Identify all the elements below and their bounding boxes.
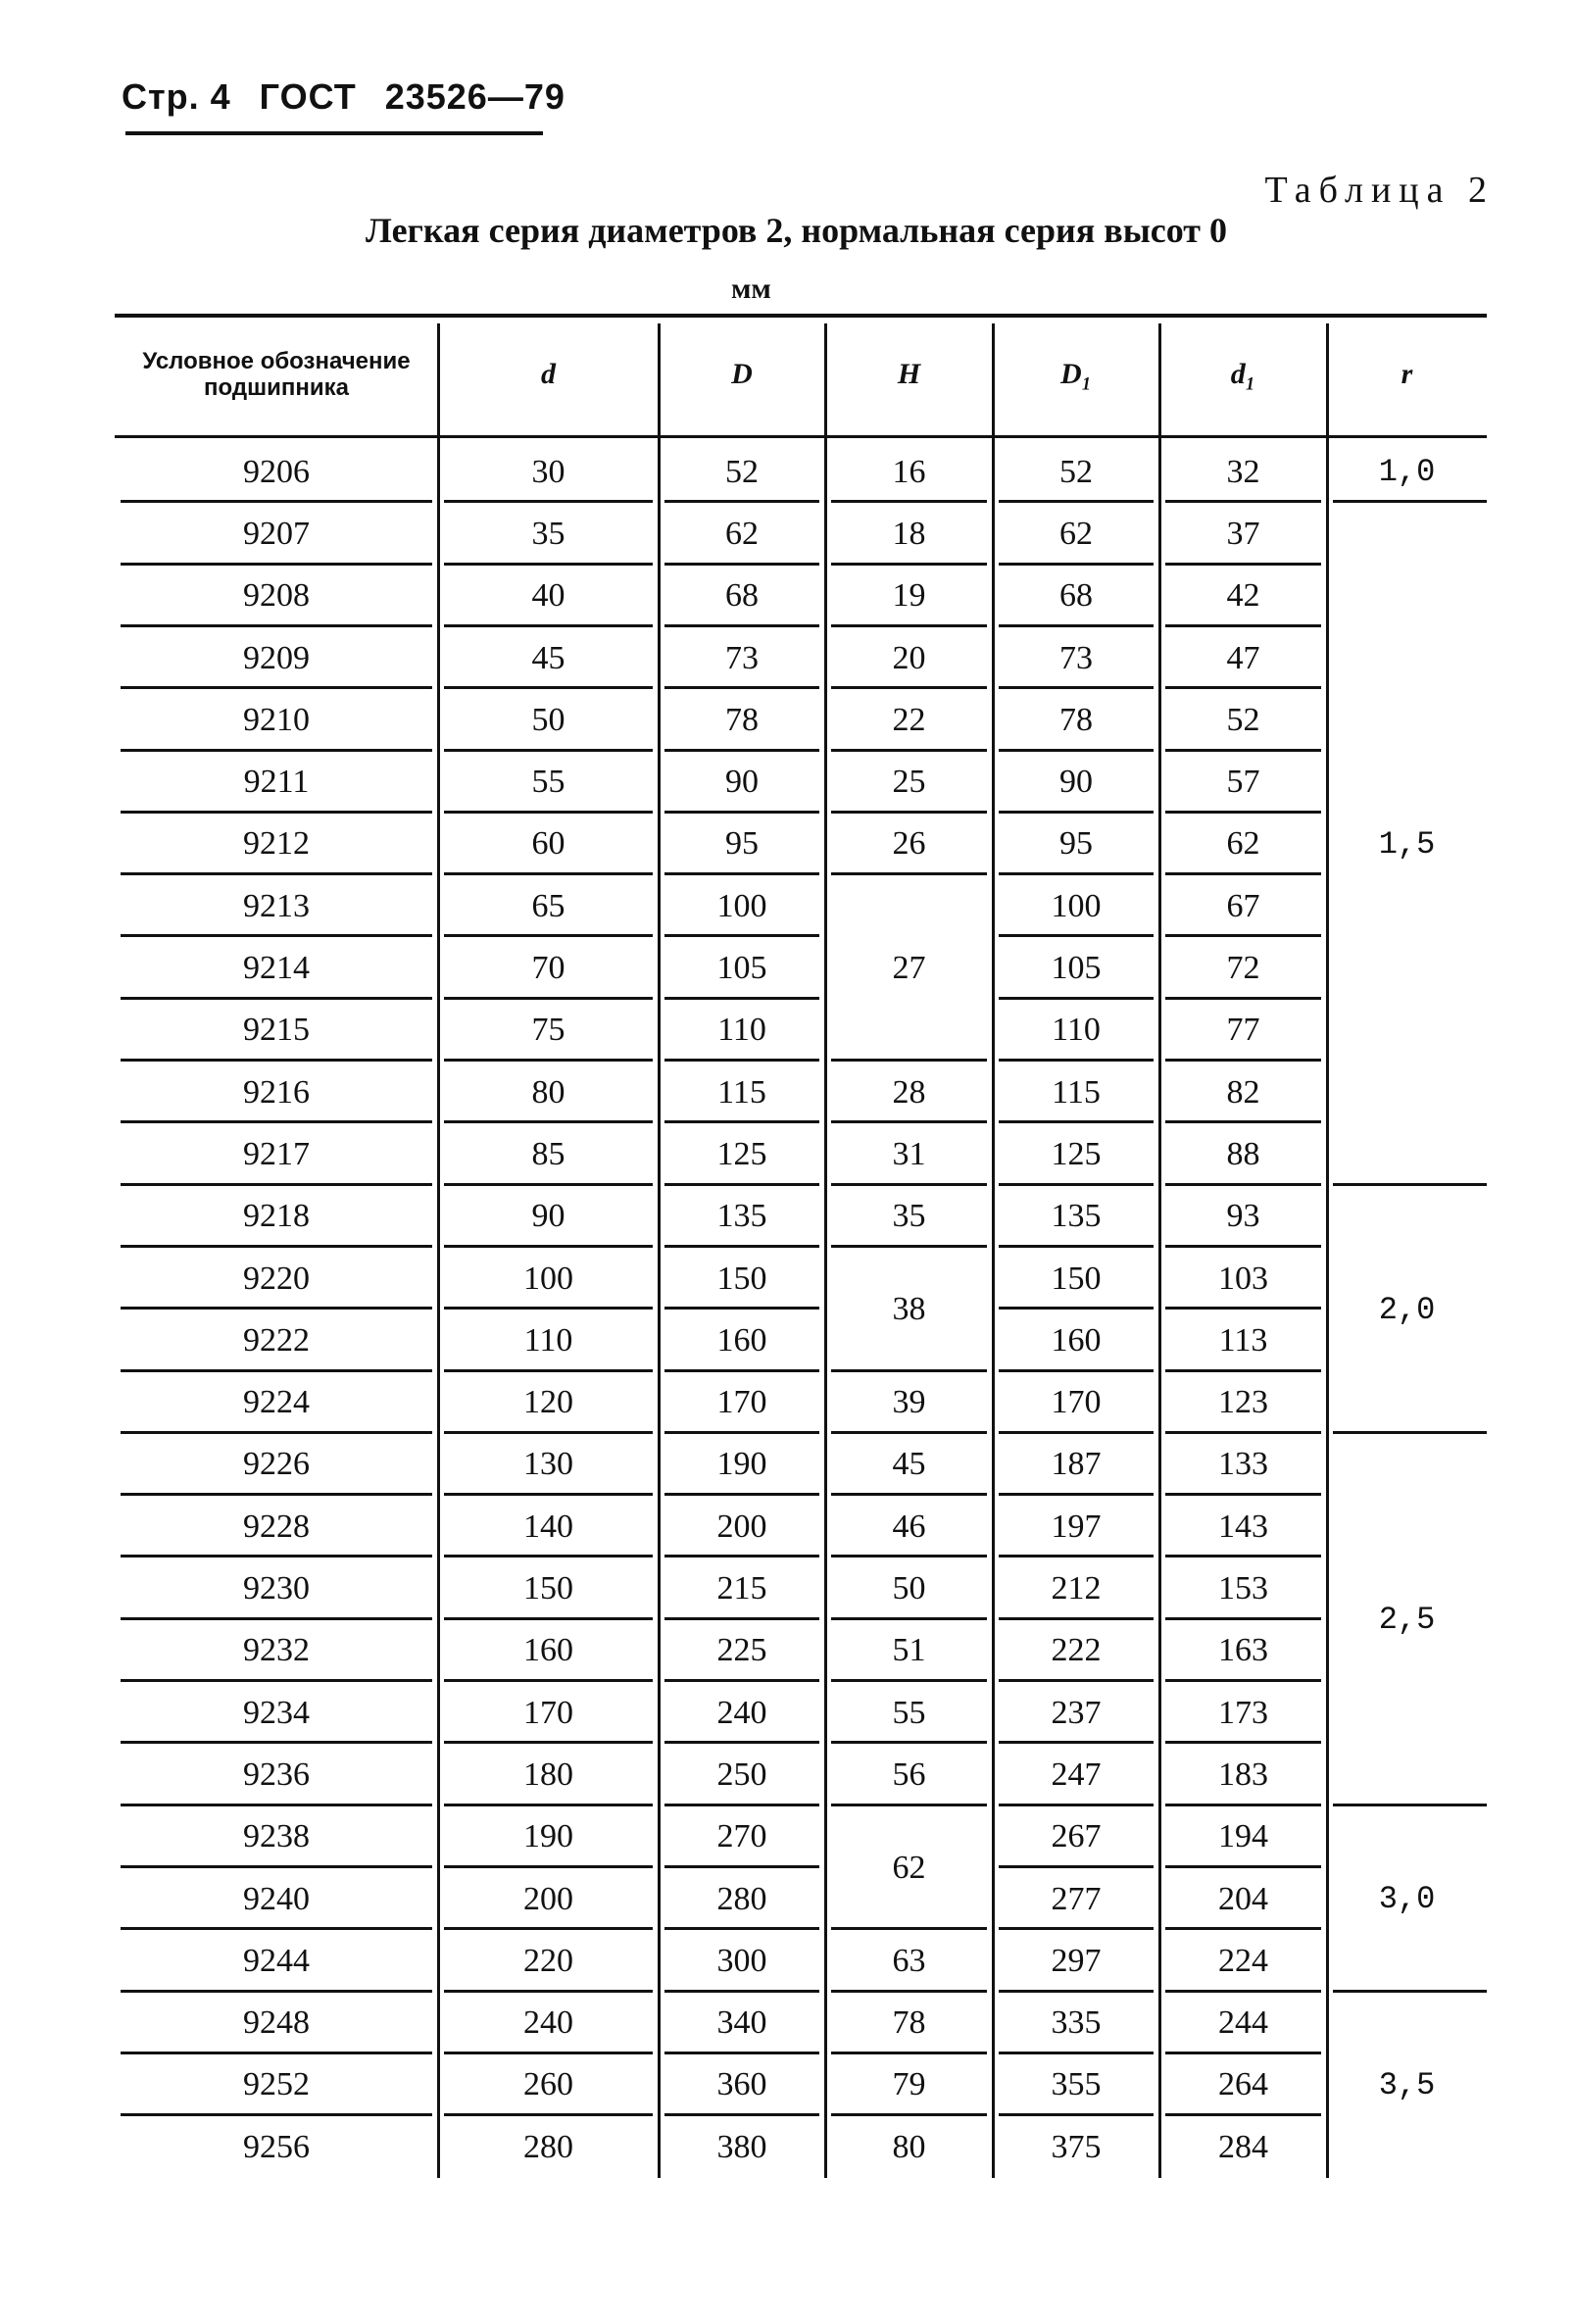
header-col-H bbox=[825, 321, 993, 427]
col-D-cell: 150 bbox=[716, 1260, 767, 1297]
col-D1-label: D₁ bbox=[1059, 358, 1093, 390]
col-d1-cell: 57 bbox=[1226, 764, 1260, 801]
col-designation-cell: 9212 bbox=[243, 825, 310, 863]
col-designation-cell: 9218 bbox=[243, 1198, 310, 1235]
col-d1-cell: 264 bbox=[1218, 2066, 1268, 2103]
col-D-cell: 360 bbox=[716, 2066, 767, 2103]
header-col-D bbox=[659, 321, 825, 427]
col-designation-cell: 9228 bbox=[243, 1508, 310, 1545]
col-d1-cell: 123 bbox=[1218, 1384, 1268, 1421]
header-col-designation bbox=[115, 321, 438, 427]
col-r-group-cell: 1,5 bbox=[1378, 825, 1436, 863]
col-H-cell: 46 bbox=[892, 1508, 926, 1545]
col-d1-cell: 163 bbox=[1218, 1632, 1268, 1669]
col-d1-label: d₁ bbox=[1230, 358, 1256, 390]
col-D1-cell: 110 bbox=[1052, 1012, 1101, 1049]
col-D1-cell: 135 bbox=[1051, 1198, 1102, 1235]
header-rule bbox=[125, 131, 543, 135]
col-D-label: D bbox=[731, 358, 753, 390]
col-d-cell: 85 bbox=[531, 1135, 565, 1172]
col-D1-cell: 115 bbox=[1052, 1073, 1101, 1111]
col-d1-cell: 62 bbox=[1226, 825, 1260, 863]
col-designation-cell: 9214 bbox=[243, 950, 310, 987]
col-d1-cell: 88 bbox=[1226, 1135, 1260, 1172]
col-H-cell: 39 bbox=[892, 1384, 926, 1421]
col-d-cell: 45 bbox=[531, 639, 565, 676]
col-d1-cell: 77 bbox=[1226, 1012, 1260, 1049]
col-d1-cell: 113 bbox=[1218, 1321, 1268, 1359]
col-D-cell: 52 bbox=[725, 453, 759, 490]
col-H-cell: 51 bbox=[892, 1632, 926, 1669]
col-designation-label: Условное обозначение подшипника bbox=[142, 348, 411, 401]
col-d1-cell: 42 bbox=[1226, 577, 1260, 615]
col-H-cell: 25 bbox=[892, 764, 926, 801]
col-D-cell: 135 bbox=[716, 1198, 767, 1235]
col-designation-cell: 9256 bbox=[243, 2128, 310, 2165]
col-designation-cell: 9236 bbox=[243, 1755, 310, 1793]
col-d1-cell: 47 bbox=[1226, 639, 1260, 676]
col-d-cell: 50 bbox=[531, 701, 565, 738]
col-D-cell: 68 bbox=[725, 577, 759, 615]
col-d1-cell: 153 bbox=[1218, 1570, 1268, 1607]
col-d-cell: 160 bbox=[523, 1632, 573, 1669]
col-d1-cell: 82 bbox=[1226, 1073, 1260, 1111]
col-D1-cell: 150 bbox=[1051, 1260, 1102, 1297]
col-H-merged-cell: 62 bbox=[892, 1849, 926, 1886]
col-D-cell: 280 bbox=[716, 1880, 767, 1917]
col-H-cell: 19 bbox=[892, 577, 926, 615]
col-D1-cell: 62 bbox=[1059, 515, 1093, 552]
col-D1-cell: 160 bbox=[1051, 1321, 1102, 1359]
col-d1-cell: 173 bbox=[1218, 1694, 1268, 1731]
col-designation-cell: 9240 bbox=[243, 1880, 310, 1917]
col-D1-cell: 237 bbox=[1051, 1694, 1102, 1731]
col-D1-cell: 68 bbox=[1059, 577, 1093, 615]
col-designation-cell: 9232 bbox=[243, 1632, 310, 1669]
col-D-cell: 90 bbox=[725, 764, 759, 801]
col-r-group-cell: 3,5 bbox=[1378, 2066, 1436, 2103]
col-H-cell: 80 bbox=[892, 2128, 926, 2165]
col-d-cell: 150 bbox=[523, 1570, 573, 1607]
col-H-cell: 20 bbox=[892, 639, 926, 676]
col-r-group-cell: 2,0 bbox=[1378, 1291, 1436, 1328]
col-H-cell: 26 bbox=[892, 825, 926, 863]
col-D1-cell: 247 bbox=[1051, 1755, 1102, 1793]
header-col-d bbox=[438, 321, 659, 427]
col-H-cell: 79 bbox=[892, 2066, 926, 2103]
col-d-cell: 220 bbox=[523, 1942, 573, 1979]
col-designation-cell: 9220 bbox=[243, 1260, 310, 1297]
col-H-merged-cell: 27 bbox=[892, 950, 926, 987]
col-H-cell: 18 bbox=[892, 515, 926, 552]
col-designation-cell: 9210 bbox=[243, 701, 310, 738]
col-D-cell: 270 bbox=[716, 1818, 767, 1855]
page-header bbox=[122, 76, 583, 118]
col-designation-cell: 9211 bbox=[243, 764, 310, 801]
col-designation-cell: 9217 bbox=[243, 1135, 310, 1172]
col-D1-cell: 355 bbox=[1051, 2066, 1102, 2103]
col-d1-cell: 32 bbox=[1226, 453, 1260, 490]
col-D-cell: 100 bbox=[716, 887, 767, 924]
col-d1-cell: 194 bbox=[1218, 1818, 1268, 1855]
col-D1-cell: 52 bbox=[1059, 453, 1093, 490]
col-designation-cell: 9234 bbox=[243, 1694, 310, 1731]
table-title: Легкая серия диаметров 2, нормальная серия высот 0 bbox=[366, 211, 1227, 250]
col-D-cell: 160 bbox=[716, 1321, 767, 1359]
col-D1-cell: 125 bbox=[1051, 1135, 1102, 1172]
col-d-cell: 140 bbox=[523, 1508, 573, 1545]
col-designation-cell: 9226 bbox=[243, 1446, 310, 1483]
col-H-label: H bbox=[897, 358, 921, 390]
col-d1-cell: 93 bbox=[1226, 1198, 1260, 1235]
col-designation-cell: 9216 bbox=[243, 1073, 310, 1111]
col-d-cell: 110 bbox=[523, 1321, 573, 1359]
col-H-cell: 28 bbox=[892, 1073, 926, 1111]
col-d1-cell: 143 bbox=[1218, 1508, 1268, 1545]
col-D-cell: 125 bbox=[716, 1135, 767, 1172]
col-D1-cell: 212 bbox=[1051, 1570, 1102, 1607]
col-r-group-cell: 2,5 bbox=[1378, 1602, 1436, 1639]
col-H-cell: 35 bbox=[892, 1198, 926, 1235]
col-d-cell: 170 bbox=[523, 1694, 573, 1731]
col-d-cell: 75 bbox=[531, 1012, 565, 1049]
col-D1-cell: 197 bbox=[1051, 1508, 1102, 1545]
col-d-cell: 35 bbox=[531, 515, 565, 552]
col-d1-cell: 72 bbox=[1226, 950, 1260, 987]
col-D1-cell: 78 bbox=[1059, 701, 1093, 738]
col-d-cell: 280 bbox=[523, 2128, 573, 2165]
col-d1-cell: 52 bbox=[1226, 701, 1260, 738]
col-d1-cell: 133 bbox=[1218, 1446, 1268, 1483]
col-designation-cell: 9209 bbox=[243, 639, 310, 676]
units-label: мм bbox=[731, 272, 771, 305]
col-D-cell: 225 bbox=[716, 1632, 767, 1669]
col-D1-cell: 105 bbox=[1051, 950, 1102, 987]
col-D1-cell: 100 bbox=[1051, 887, 1102, 924]
col-r-group-cell: 3,0 bbox=[1378, 1881, 1436, 1918]
col-d-cell: 130 bbox=[523, 1446, 573, 1483]
page-number: Стр. 4 bbox=[122, 76, 231, 117]
col-D1-cell: 267 bbox=[1051, 1818, 1102, 1855]
col-H-cell: 50 bbox=[892, 1570, 926, 1607]
col-designation-cell: 9207 bbox=[243, 515, 310, 552]
col-D-cell: 170 bbox=[716, 1384, 767, 1421]
col-D1-cell: 73 bbox=[1059, 639, 1093, 676]
col-d-cell: 120 bbox=[523, 1384, 573, 1421]
col-D1-cell: 222 bbox=[1051, 1632, 1102, 1669]
col-d-label: d bbox=[541, 358, 556, 390]
table-top-rule bbox=[115, 314, 1487, 318]
col-d1-cell: 67 bbox=[1226, 887, 1260, 924]
col-designation-cell: 9230 bbox=[243, 1570, 310, 1607]
col-d-cell: 90 bbox=[531, 1198, 565, 1235]
col-d-cell: 65 bbox=[531, 887, 565, 924]
col-d-cell: 180 bbox=[523, 1755, 573, 1793]
col-D-cell: 105 bbox=[716, 950, 767, 987]
col-D-cell: 240 bbox=[716, 1694, 767, 1731]
col-H-cell: 31 bbox=[892, 1135, 926, 1172]
col-designation-cell: 9215 bbox=[243, 1012, 310, 1049]
col-d1-cell: 183 bbox=[1218, 1755, 1268, 1793]
col-D1-cell: 90 bbox=[1059, 764, 1093, 801]
col-D-cell: 200 bbox=[716, 1508, 767, 1545]
col-r-label: r bbox=[1401, 358, 1413, 390]
col-D1-cell: 95 bbox=[1059, 825, 1093, 863]
col-D1-cell: 187 bbox=[1051, 1446, 1102, 1483]
col-D-cell: 190 bbox=[716, 1446, 767, 1483]
col-D-cell: 78 bbox=[725, 701, 759, 738]
col-H-cell: 45 bbox=[892, 1446, 926, 1483]
col-designation-cell: 9244 bbox=[243, 1942, 310, 1979]
col-designation-cell: 9238 bbox=[243, 1818, 310, 1855]
col-d1-cell: 37 bbox=[1226, 515, 1260, 552]
col-H-cell: 78 bbox=[892, 2004, 926, 2042]
col-d-cell: 260 bbox=[523, 2066, 573, 2103]
header-col-r bbox=[1327, 321, 1487, 427]
col-H-cell: 22 bbox=[892, 701, 926, 738]
col-D1-cell: 375 bbox=[1051, 2128, 1102, 2165]
col-d1-cell: 284 bbox=[1218, 2128, 1268, 2165]
col-d-cell: 60 bbox=[531, 825, 565, 863]
standard-number: 23526—79 bbox=[384, 76, 565, 117]
col-D-cell: 115 bbox=[717, 1073, 766, 1111]
col-H-cell: 56 bbox=[892, 1755, 926, 1793]
col-D-cell: 215 bbox=[716, 1570, 767, 1607]
col-designation-cell: 9208 bbox=[243, 577, 310, 615]
col-d-cell: 240 bbox=[523, 2004, 573, 2042]
col-D-cell: 110 bbox=[717, 1012, 766, 1049]
col-d-cell: 100 bbox=[523, 1260, 573, 1297]
col-r-group-cell: 1,0 bbox=[1378, 454, 1436, 491]
header-col-d1 bbox=[1159, 321, 1327, 427]
col-d1-cell: 103 bbox=[1218, 1260, 1268, 1297]
col-D-cell: 95 bbox=[725, 825, 759, 863]
col-d-cell: 70 bbox=[531, 950, 565, 987]
table-label: Таблица 2 bbox=[1264, 170, 1495, 211]
col-D-cell: 340 bbox=[716, 2004, 767, 2042]
col-D1-cell: 297 bbox=[1051, 1942, 1102, 1979]
col-D1-cell: 277 bbox=[1051, 1880, 1102, 1917]
col-D1-cell: 335 bbox=[1051, 2004, 1102, 2042]
col-d-cell: 80 bbox=[531, 1073, 565, 1111]
col-H-cell: 16 bbox=[892, 453, 926, 490]
col-H-cell: 55 bbox=[892, 1694, 926, 1731]
col-D1-cell: 170 bbox=[1051, 1384, 1102, 1421]
col-D-cell: 250 bbox=[716, 1755, 767, 1793]
header-bottom-rule bbox=[115, 435, 1487, 438]
col-D-cell: 300 bbox=[716, 1942, 767, 1979]
col-H-cell: 63 bbox=[892, 1942, 926, 1979]
col-d-cell: 190 bbox=[523, 1818, 573, 1855]
col-designation-cell: 9222 bbox=[243, 1321, 310, 1359]
col-designation-cell: 9224 bbox=[243, 1384, 310, 1421]
col-D-cell: 62 bbox=[725, 515, 759, 552]
col-d1-cell: 244 bbox=[1218, 2004, 1268, 2042]
col-d-cell: 200 bbox=[523, 1880, 573, 1917]
header-col-D1 bbox=[993, 321, 1159, 427]
col-designation-cell: 9252 bbox=[243, 2066, 310, 2103]
col-designation-cell: 9248 bbox=[243, 2004, 310, 2042]
col-d-cell: 55 bbox=[531, 764, 565, 801]
col-d1-cell: 224 bbox=[1218, 1942, 1268, 1979]
col-d-cell: 40 bbox=[531, 577, 565, 615]
col-d1-cell: 204 bbox=[1218, 1880, 1268, 1917]
standard-label: ГОСТ bbox=[259, 76, 357, 117]
col-d-cell: 30 bbox=[531, 453, 565, 490]
col-H-merged-cell: 38 bbox=[892, 1291, 926, 1328]
col-designation-cell: 9206 bbox=[243, 453, 310, 490]
col-designation-cell: 9213 bbox=[243, 887, 310, 924]
col-D-cell: 380 bbox=[716, 2128, 767, 2165]
col-D-cell: 73 bbox=[725, 639, 759, 676]
